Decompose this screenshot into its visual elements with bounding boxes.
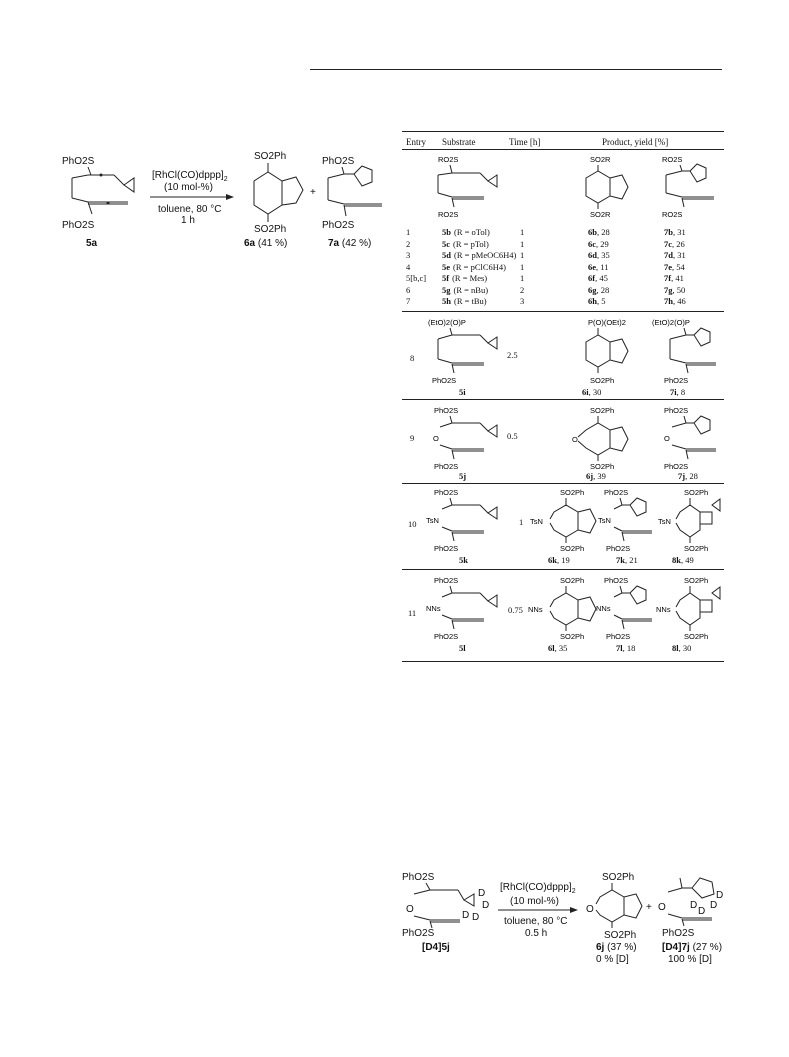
e11-p7-top: PhO2S (604, 576, 629, 585)
s2-p7-bot: PhO2S (662, 928, 695, 939)
e11-p7: 7l, 18 (616, 643, 636, 653)
e9-entry: 9 (410, 433, 415, 443)
e8-sub-bot: PhO2S (432, 376, 457, 385)
e9-p6-bot: SO2Ph (590, 462, 615, 471)
cell-sub: 5d (R = pMeOC6H4) (442, 250, 517, 260)
e8-sub-top: (EtO)2(O)P (428, 318, 466, 327)
e9-p6-top: SO2Ph (590, 406, 615, 415)
e8-p7-top: (EtO)2(O)P (652, 318, 690, 327)
p6-top-label: SO2Ph (254, 151, 287, 162)
table-row (402, 250, 724, 261)
cell-p7: 7g, 50 (664, 284, 686, 295)
table-bottom-rule (402, 661, 724, 662)
e10-p6-n: TsN (530, 517, 543, 526)
e8-p7-bot: PhO2S (664, 376, 689, 385)
p6-compound: 6a (41 %) (244, 238, 288, 249)
p7-bottom-label: PhO2S (322, 220, 355, 231)
results-table (402, 131, 724, 662)
e10-p8: 8k, 49 (672, 555, 694, 565)
cell-p7: 7d, 31 (664, 250, 686, 260)
cell-time: 1 (520, 250, 525, 260)
cell-p7: 7b, 31 (664, 227, 686, 237)
e9-time: 0.5 (507, 431, 518, 441)
s2-p7-d1: D (716, 890, 724, 901)
e9-p6-o: O (572, 435, 578, 444)
s2-p6-bot: SO2Ph (604, 930, 637, 941)
cell-entry: 2 (406, 238, 411, 249)
p6-bottom-label: SO2Ph (254, 224, 287, 235)
entry-9-structures (402, 403, 724, 483)
e10-p7-bot: PhO2S (606, 544, 631, 553)
cell-time: 1 (520, 261, 525, 272)
sm-top-label: PhO2S (62, 156, 95, 167)
e11-p8: 8l, 30 (672, 643, 692, 653)
e8-p6-top: P(O)(OEt)2 (588, 318, 626, 327)
header-rule (402, 149, 724, 150)
g1-p6-bot: SO2R (590, 210, 611, 219)
s2-d2: D (482, 900, 490, 911)
e8-time: 2.5 (507, 350, 518, 360)
e9-p7-bot: PhO2S (664, 462, 689, 471)
e11-p7-n: NNs (596, 604, 611, 613)
s2-d3: D (462, 910, 470, 921)
s2-loading: (10 mol-%) (510, 896, 559, 907)
s2-d1: D (478, 888, 486, 899)
time-label: 1 h (181, 215, 195, 226)
table-row (402, 262, 724, 273)
e11-sub: 5l (459, 643, 466, 653)
g1-p7-bot: RO2S (662, 210, 683, 219)
e11-entry: 11 (408, 608, 417, 618)
cell-entry: 7 (406, 296, 411, 306)
e9-p6: 6j, 39 (586, 471, 606, 481)
e10-p7-top: PhO2S (604, 488, 629, 497)
cell-sub: 5c (R = pTol) (442, 238, 489, 249)
cell-p6: 6b, 28 (588, 227, 610, 237)
loading-label: (10 mol-%) (164, 182, 213, 193)
table-row (402, 285, 724, 296)
e9-p7-o: O (664, 434, 670, 443)
s2-plus: + (646, 902, 652, 913)
header-time: Time [h] (509, 137, 541, 147)
cell-p7: 7h, 46 (664, 296, 686, 306)
table-top-rule (402, 131, 724, 132)
e10-p6: 6k, 19 (548, 555, 570, 565)
rule-after-8 (402, 399, 724, 400)
e9-sub-bot: PhO2S (434, 462, 459, 471)
cell-sub: 5h (R = tBu) (442, 296, 487, 306)
cell-entry: 5[b,c] (406, 273, 427, 283)
e8-entry: 8 (410, 353, 415, 363)
cell-p6: 6c, 29 (588, 238, 609, 249)
e11-time: 0.75 (508, 605, 523, 615)
e8-p7: 7i, 8 (670, 387, 686, 397)
p7-compound: 7a (42 %) (328, 238, 372, 249)
g1-sub-top: RO2S (438, 155, 459, 164)
e11-p6-bot: SO2Ph (560, 632, 585, 641)
e10-p7: 7k, 21 (616, 555, 638, 565)
e8-p6: 6i, 30 (582, 387, 602, 397)
cell-time: 3 (520, 296, 525, 306)
scheme-1 (58, 150, 388, 260)
s2-p6-top: SO2Ph (602, 872, 635, 883)
e10-p8-top: SO2Ph (684, 488, 709, 497)
cell-p7: 7e, 54 (664, 261, 685, 272)
top-rule (310, 69, 722, 70)
s2-p7-d: 100 % [D] (668, 954, 712, 965)
sm-bottom-label: PhO2S (62, 220, 95, 231)
p7-top-label: PhO2S (322, 156, 355, 167)
rule-after-9 (402, 483, 724, 484)
sm-compound-label: 5a (86, 238, 98, 249)
cell-p6: 6d, 35 (588, 250, 610, 260)
s2-sm-top: PhO2S (402, 872, 435, 883)
e9-p7-top: PhO2S (664, 406, 689, 415)
e10-sub-bot: PhO2S (434, 544, 459, 553)
s2-solvent: toluene, 80 °C (504, 916, 568, 927)
s2-p6-o: O (586, 904, 594, 915)
e10-sub-top: PhO2S (434, 488, 459, 497)
cell-p6: 6g, 28 (588, 284, 610, 295)
e9-sub: 5j (459, 471, 467, 481)
e11-p8-n: NNs (656, 605, 671, 614)
cell-time: 1 (520, 227, 525, 237)
cell-sub: 5b (R = oTol) (442, 227, 490, 237)
table-row (402, 239, 724, 250)
s2-p7-yield: [D4]7j (27 %) (662, 942, 723, 953)
e11-sub-n: NNs (426, 604, 441, 613)
e10-p7-n: TsN (598, 516, 611, 525)
header-product: Product, yield [%] (602, 137, 669, 147)
cell-p7: 7c, 26 (664, 238, 685, 249)
e10-p8-n: TsN (658, 517, 671, 526)
s2-sm-bot: PhO2S (402, 928, 435, 939)
e10-p6-bot: SO2Ph (560, 544, 585, 553)
header-entry: Entry (406, 137, 426, 147)
cell-time: 2 (520, 284, 525, 295)
s2-p7-d3: D (698, 906, 706, 917)
e10-time: 1 (519, 517, 524, 527)
table-row (402, 273, 724, 284)
cell-p7: 7f, 41 (664, 273, 684, 283)
g1-p6-top: SO2R (590, 155, 611, 164)
cell-p6: 6h, 5 (588, 296, 606, 306)
cell-time: 1 (520, 238, 525, 249)
cell-p6: 6e, 11 (588, 261, 609, 272)
cell-p6: 6f, 45 (588, 273, 608, 283)
group1-structures (402, 151, 724, 223)
s2-p7-d4: D (710, 900, 718, 911)
s2-sm-label: [D4]5j (422, 942, 450, 953)
plus-sign: + (310, 187, 316, 198)
cell-time: 1 (520, 273, 525, 283)
e11-sub-top: PhO2S (434, 576, 459, 585)
s2-p6-yield: 6j (37 %) (596, 942, 637, 953)
header-substrate: Substrate (442, 137, 476, 147)
s2-time: 0.5 h (525, 928, 548, 939)
cell-entry: 4 (406, 261, 411, 272)
s2-reagent: $[RhCl(CO)dppp]_2$ (500, 882, 576, 895)
scheme-2 (400, 868, 730, 968)
cell-sub: 5f (R = Mes) (442, 273, 488, 283)
g1-p7-top: RO2S (662, 155, 683, 164)
e11-p6-n: NNs (528, 605, 543, 614)
e9-sub-top: PhO2S (434, 406, 459, 415)
table-row (402, 227, 724, 238)
e11-p6-top: SO2Ph (560, 576, 585, 585)
e9-sub-o: O (433, 434, 439, 443)
g1-sub-bot: RO2S (438, 210, 459, 219)
s2-p7-o: O (658, 902, 666, 913)
e11-p8-top: SO2Ph (684, 576, 709, 585)
cell-entry: 6 (406, 284, 411, 295)
cell-sub: 5e (R = pClC6H4) (442, 261, 506, 272)
cell-sub: 5g (R = nBu) (442, 284, 489, 295)
rule-after-7 (402, 311, 724, 312)
cell-entry: 1 (406, 227, 411, 237)
rule-after-10 (402, 569, 724, 570)
e11-p8-bot: SO2Ph (684, 632, 709, 641)
e10-sub: 5k (459, 555, 468, 565)
table-row (402, 296, 724, 307)
e8-p6-bot: SO2Ph (590, 376, 615, 385)
e11-p7-bot: PhO2S (606, 632, 631, 641)
e11-p6: 6l, 35 (548, 643, 568, 653)
e11-sub-bot: PhO2S (434, 632, 459, 641)
s2-d4: D (472, 912, 480, 923)
e10-entry: 10 (408, 519, 417, 529)
entry-8-structures (402, 315, 724, 397)
e10-sub-n: TsN (426, 516, 439, 525)
e10-p6-top: SO2Ph (560, 488, 585, 497)
s2-p7-d2: D (690, 900, 698, 911)
s2-sm-o: O (406, 904, 414, 915)
reagent-label: $[RhCl(CO)dppp]_2$ (152, 170, 228, 183)
e8-sub: 5i (459, 387, 466, 397)
solvent-label: toluene, 80 °C (158, 204, 222, 215)
cell-entry: 3 (406, 250, 411, 260)
e10-p8-bot: SO2Ph (684, 544, 709, 553)
s2-p6-d: 0 % [D] (596, 954, 629, 965)
e9-p7: 7j, 28 (678, 471, 698, 481)
